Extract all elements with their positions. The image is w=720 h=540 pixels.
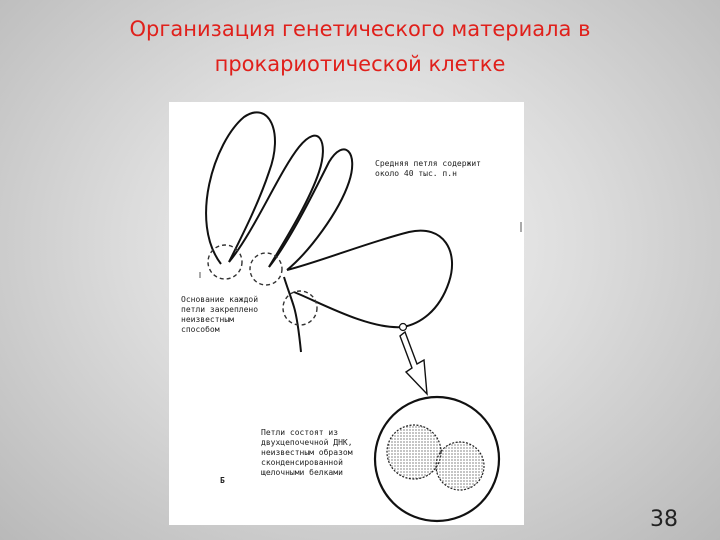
loop-base-circle-3 [283,291,317,325]
slide-title: Организация генетического материала в прокариотической клетке [129,17,591,76]
nucleoid-figure [169,102,524,525]
strand-marker [400,324,407,331]
label-loop-content: Петли состоят из двухцепочечной ДНК, неизвестным образом сконденсированной щелочными белками [261,428,353,477]
dna-loop-1 [206,112,275,264]
label-loop-size: Средняя петля содержит около 40 тыс. п.н [375,159,481,178]
dna-strand-tail [284,277,301,352]
loop-base-circle-2 [250,253,282,285]
condensed-dna-granule-1 [387,425,441,479]
page-number: 38 [650,507,678,532]
magnify-arrow [400,332,427,394]
label-loop-base: Основание каждой петли закреплено неизвестным способом [181,295,259,334]
condensed-dna-granule-2 [436,442,484,490]
loop-base-circle-1 [208,245,242,279]
panel-letter: Б [220,476,225,485]
dna-loop-3 [269,149,352,270]
